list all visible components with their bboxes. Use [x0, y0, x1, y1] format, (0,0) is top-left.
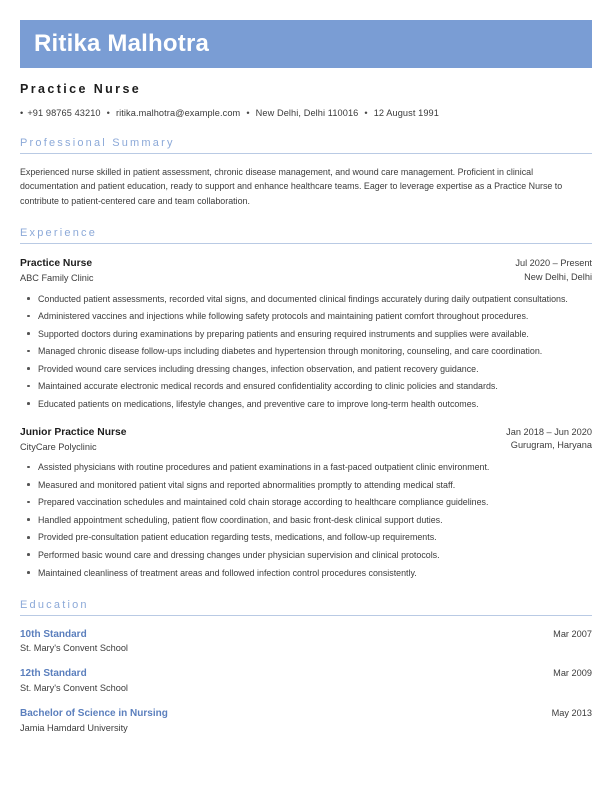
experience-bullet: Educated patients on medications, lifestyle changes, and preventive care to improve long-term health outcomes. — [20, 397, 592, 411]
contact-separator-icon-2: • — [246, 108, 250, 118]
experience-entry-header — [20, 257, 592, 285]
experience-location: Gurugram, Haryana — [510, 440, 592, 451]
contact-location: New Delhi, Delhi 110016 — [255, 108, 359, 118]
experience-bullet: Handled appointment scheduling, patient flow coordination, and basic front-desk clinical support duties. — [20, 513, 592, 527]
education-entry-left — [20, 667, 128, 695]
experience-bullet: Maintained accurate electronic medical records and ensured confidentiality according to clinic policies and standards. — [20, 379, 592, 393]
experience-organization: ABC Family Clinic — [20, 273, 94, 284]
education-entry — [20, 628, 592, 656]
experience-role: Practice Nurse — [20, 258, 93, 270]
experience-entry — [20, 257, 592, 411]
contact-email: ritika.malhotra@example.com — [115, 108, 241, 118]
experience-entry-left — [20, 426, 126, 454]
education-date: Mar 2009 — [553, 668, 592, 679]
resume-content — [20, 78, 592, 735]
education-entry-left — [20, 628, 128, 656]
contact-separator-icon-3: • — [364, 108, 368, 118]
education-entry-left — [20, 707, 168, 735]
experience-bullet-list — [20, 292, 592, 411]
experience-location: New Delhi, Delhi — [524, 271, 592, 282]
experience-role: Junior Practice Nurse — [20, 426, 127, 438]
contact-date-of-birth: 12 August 1991 — [373, 108, 439, 118]
education-entry — [20, 707, 592, 735]
experience-bullet: Supported doctors during examinations by preparing patients and ensuring required instruments and supplies were available. — [20, 327, 592, 341]
section-title-education: Education — [20, 598, 89, 611]
experience-bullet: Conducted patient assessments, recorded vital signs, and documented clinical findings accurately during daily outpatient consultations. — [20, 292, 592, 306]
experience-organization: CityCare Polyclinic — [20, 441, 97, 452]
experience-bullet: Provided pre-consultation patient education regarding tests, medications, and follow-up requirements. — [20, 530, 592, 544]
name-banner — [20, 20, 592, 68]
education-entry — [20, 667, 592, 695]
experience-dates: Jul 2020 – Present — [515, 258, 592, 269]
section-title-experience: Experience — [20, 227, 98, 240]
section-experience — [20, 227, 592, 579]
section-divider-education — [20, 615, 592, 616]
experience-dates: Jan 2018 – Jun 2020 — [506, 426, 592, 437]
experience-entry-header — [20, 426, 592, 454]
section-divider-summary — [20, 153, 592, 154]
contact-line — [20, 108, 592, 118]
experience-bullet: Prepared vaccination schedules and maintained cold chain storage according to healthcare compliance guidelines. — [20, 495, 592, 509]
education-school: St. Mary's Convent School — [20, 682, 128, 693]
experience-bullet: Provided wound care services including dressing changes, infection observation, and patient recovery guidance. — [20, 362, 592, 376]
contact-separator-icon-1: • — [106, 108, 110, 118]
education-date: Mar 2007 — [553, 628, 592, 639]
education-degree: Bachelor of Science in Nursing — [20, 708, 168, 720]
section-title-summary: Professional Summary — [20, 137, 175, 149]
experience-entry — [20, 426, 592, 580]
experience-entry-left — [20, 257, 94, 285]
education-degree: 10th Standard — [20, 628, 87, 640]
experience-bullet: Assisted physicians with routine procedures and patient examinations in a fast-paced outpatient clinic environment. — [20, 460, 592, 474]
section-divider-experience — [20, 243, 592, 244]
experience-bullet: Performed basic wound care and dressing changes under physician supervision and clinical protocols. — [20, 548, 592, 562]
experience-bullet-list — [20, 460, 592, 579]
contact-phone: +91 98765 43210 — [27, 108, 101, 118]
experience-entry-right — [506, 426, 592, 453]
education-school: Jamia Hamdard University — [20, 722, 128, 733]
education-date: May 2013 — [551, 708, 592, 719]
section-professional-summary — [20, 137, 592, 208]
education-degree: 12th Standard — [20, 668, 87, 680]
experience-bullet: Measured and monitored patient vital signs and reported abnormalities promptly to attending medical staff. — [20, 478, 592, 492]
experience-bullet: Maintained cleanliness of treatment areas and followed infection control procedures consistently. — [20, 566, 592, 580]
contact-bullet-icon: • — [20, 108, 24, 118]
experience-bullet: Managed chronic disease follow-ups including diabetes and hypertension through monitoring, counseling, and care coordination. — [20, 344, 592, 358]
education-school: St. Mary's Convent School — [20, 643, 128, 654]
experience-entry-right — [515, 257, 592, 284]
summary-text: Experienced nurse skilled in patient assessment, chronic disease management, and wound care management. Proficient in clinical documentation and patient education, ready to support and enhance healthcare teams. Eager to leverage expertise as a Practice Nurse to contribute to patient-centered care and team collaboration. — [20, 167, 563, 206]
experience-bullet: Administered vaccines and injections while following safety protocols and maintaining patient comfort throughout procedures. — [20, 309, 592, 323]
section-education — [20, 599, 592, 736]
candidate-name: Ritika Malhotra — [34, 30, 210, 57]
candidate-job-title: Practice Nurse — [20, 82, 142, 96]
